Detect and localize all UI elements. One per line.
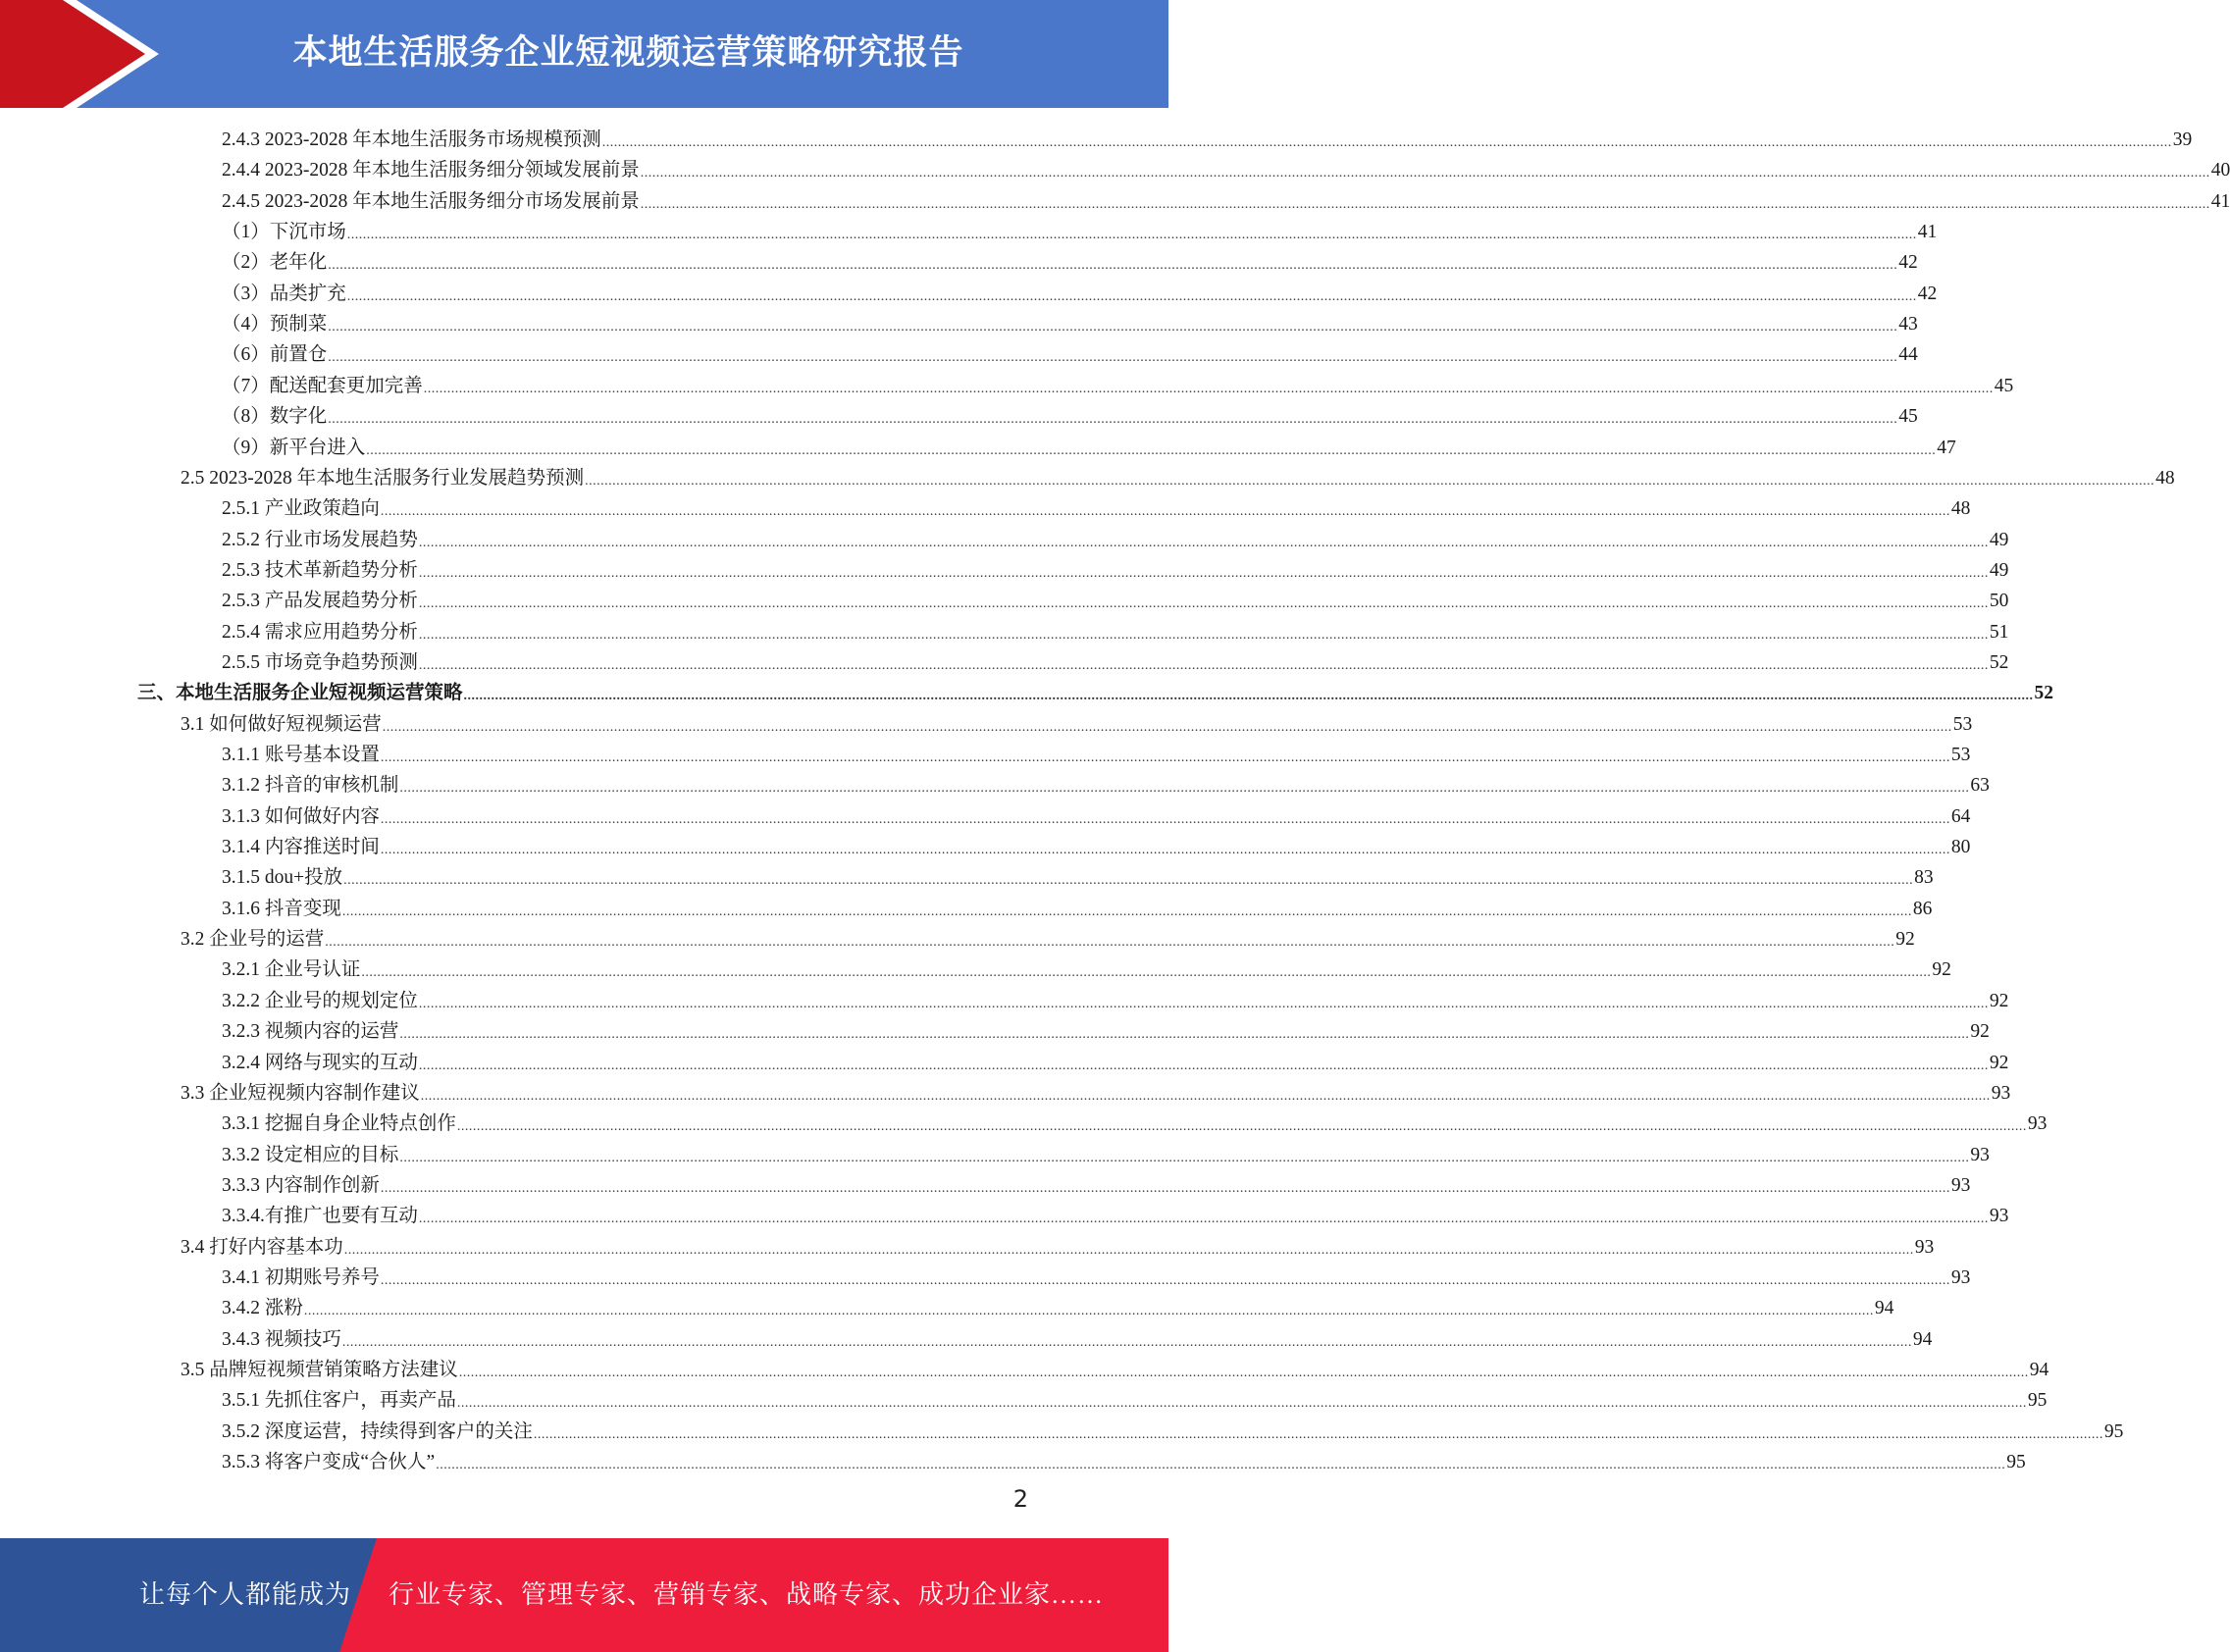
toc-entry [222, 739, 1971, 769]
toc-entry [137, 677, 2054, 707]
toc-entry [222, 524, 2009, 554]
toc-entry-page: 49 [1989, 559, 2009, 581]
toc-entry-label: 2.5.3 技术革新趋势分析 [222, 559, 418, 581]
page-number: 2 [1012, 1485, 1028, 1513]
toc-entry-label: 2.5.5 市场竞争趋势预测 [222, 651, 418, 673]
toc-entry-label: 3.1.5 dou+投放 [222, 867, 343, 889]
toc-entry-page: 93 [1989, 1206, 2009, 1227]
toc-entry-label: 3.2.3 视频内容的运营 [222, 1021, 399, 1043]
toc-entry-page: 44 [1898, 344, 1918, 366]
toc-entry-page: 92 [1895, 929, 1915, 951]
toc-dot-leader: ................................................................................................................................................................................................................................................................................................................................................................................................................ [418, 535, 1989, 550]
toc-entry [222, 338, 1918, 369]
toc-dot-leader: ................................................................................................................................................................................................................................................................................................................................................................................................................ [380, 1272, 1950, 1288]
toc-entry-page: 53 [1952, 713, 1973, 735]
toc-entry-label: 3.1 如何做好短视频运营 [181, 713, 382, 735]
toc-dot-leader: ................................................................................................................................................................................................................................................................................................................................................................................................................ [325, 935, 1895, 951]
toc-dot-leader: ................................................................................................................................................................................................................................................................................................................................................................................................................ [346, 228, 1917, 243]
toc-entry-page: 93 [1950, 1266, 1971, 1288]
toc-entry-label: 3.4 打好内容基本功 [181, 1236, 343, 1258]
toc-dot-leader: ................................................................................................................................................................................................................................................................................................................................................................................................................ [456, 1119, 2027, 1135]
toc-entry [222, 1446, 2026, 1476]
toc-entry-label: （1）下沉市场 [222, 222, 346, 243]
toc-entry-label: 3.4.3 视频技巧 [222, 1328, 341, 1350]
toc-dot-leader: ................................................................................................................................................................................................................................................................................................................................................................................................................ [328, 350, 1898, 366]
toc-entry-label: 三、本地生活服务企业短视频运营策略 [137, 683, 463, 704]
page-footer [0, 1538, 1168, 1652]
toc-entry-page: 83 [1914, 867, 1934, 889]
toc-entry [222, 616, 2009, 646]
toc-dot-leader: ................................................................................................................................................................................................................................................................................................................................................................................................................ [380, 1180, 1950, 1196]
toc-dot-leader: ................................................................................................................................................................................................................................................................................................................................................................................................................ [585, 473, 2155, 489]
toc-dot-leader: ................................................................................................................................................................................................................................................................................................................................................................................................................ [343, 1242, 1914, 1258]
toc-entry [181, 1231, 1935, 1262]
toc-entry-page: 47 [1937, 437, 1956, 458]
toc-entry-label: （2）老年化 [222, 252, 328, 274]
toc-entry-page: 92 [1989, 1052, 2009, 1073]
toc-entry-page: 94 [1912, 1328, 1933, 1350]
toc-entry-page: 95 [2006, 1452, 2026, 1473]
toc-entry-label: 3.1.4 内容推送时间 [222, 837, 380, 858]
toc-dot-leader: ................................................................................................................................................................................................................................................................................................................................................................................................................ [303, 1304, 1874, 1319]
toc-dot-leader: ................................................................................................................................................................................................................................................................................................................................................................................................................ [418, 565, 1989, 581]
toc-dot-leader: ................................................................................................................................................................................................................................................................................................................................................................................................................ [346, 288, 1917, 304]
toc-entry-page: 43 [1898, 314, 1918, 336]
toc-entry-page: 41 [2210, 190, 2230, 212]
toc-dot-leader: ................................................................................................................................................................................................................................................................................................................................................................................................................ [380, 504, 1950, 520]
toc-entry [222, 400, 1918, 431]
toc-entry-label: 2.4.5 2023-2028 年本地生活服务细分市场发展前景 [222, 190, 640, 212]
toc-entry [222, 1292, 1894, 1322]
toc-entry [222, 154, 2230, 184]
page-header [0, 0, 1168, 108]
toc-entry-label: 3.1.6 抖音变现 [222, 898, 341, 919]
toc-entry [222, 831, 1971, 861]
toc-entry-label: 2.5.3 产品发展趋势分析 [222, 591, 418, 612]
toc-entry [181, 708, 1973, 739]
toc-entry [222, 861, 1934, 892]
toc-entry-page: 94 [2029, 1360, 2049, 1380]
toc-entry-label: 3.5.3 将客户变成“合伙人” [222, 1452, 436, 1473]
toc-entry-page: 64 [1950, 805, 1971, 827]
toc-entry-page: 45 [1898, 406, 1918, 428]
toc-entry-page: 86 [1912, 898, 1933, 919]
toc-entry-label: 3.5 品牌短视频营销策略方法建议 [181, 1360, 458, 1380]
toc-entry-page: 63 [1970, 775, 1990, 797]
toc-entry-label: 3.1.3 如何做好内容 [222, 805, 380, 827]
toc-entry [222, 1416, 2124, 1446]
toc-entry-label: （3）品类扩充 [222, 283, 346, 304]
toc-dot-leader: ................................................................................................................................................................................................................................................................................................................................................................................................................ [380, 750, 1950, 765]
toc-dot-leader: ................................................................................................................................................................................................................................................................................................................................................................................................................ [341, 903, 1912, 919]
toc-entry-label: 3.3.2 设定相应的目标 [222, 1144, 399, 1165]
toc-entry-page: 48 [1950, 498, 1971, 520]
toc-dot-leader: ................................................................................................................................................................................................................................................................................................................................................................................................................ [418, 657, 1989, 673]
toc-entry [181, 1354, 2049, 1384]
toc-entry [222, 185, 2230, 216]
toc-entry-label: 2.5 2023-2028 年本地生活服务行业发展趋势预测 [181, 467, 585, 489]
toc-dot-leader: ................................................................................................................................................................................................................................................................................................................................................................................................................ [418, 1058, 1989, 1073]
document-title: 本地生活服务企业短视频运营策略研究报告 [292, 33, 964, 73]
toc-entry [222, 769, 1990, 800]
toc-entry-page: 49 [1989, 529, 2009, 550]
toc-entry-page: 45 [1994, 375, 2014, 396]
toc-entry-page: 93 [1991, 1082, 2011, 1104]
toc-entry-label: （4）预制菜 [222, 314, 328, 336]
toc-entry-label: 3.5.1 先抓住客户，再卖产品 [222, 1390, 456, 1412]
toc-entry-page: 40 [2210, 160, 2230, 181]
toc-dot-leader: ................................................................................................................................................................................................................................................................................................................................................................................................................ [640, 196, 2210, 212]
toc-entry-page: 41 [1917, 222, 1938, 243]
toc-entry-label: 3.2 企业号的运营 [181, 929, 325, 951]
toc-dot-leader: ................................................................................................................................................................................................................................................................................................................................................................................................................ [533, 1426, 2103, 1442]
toc-dot-leader: ................................................................................................................................................................................................................................................................................................................................................................................................................ [463, 689, 2034, 704]
toc-entry [222, 1323, 1933, 1354]
toc-dot-leader: ................................................................................................................................................................................................................................................................................................................................................................................................................ [328, 320, 1898, 336]
toc-entry-page: 95 [2027, 1390, 2048, 1412]
toc-dot-leader: ................................................................................................................................................................................................................................................................................................................................................................................................................ [418, 627, 1989, 643]
toc-entry-page: 80 [1950, 837, 1971, 858]
toc-entry-label: （7）配送配套更加完善 [222, 375, 423, 396]
toc-dot-leader: ................................................................................................................................................................................................................................................................................................................................................................................................................ [640, 166, 2210, 181]
toc-entry-label: 3.1.1 账号基本设置 [222, 745, 380, 765]
toc-entry [222, 646, 2009, 677]
toc-entry-label: 3.3.1 挖掘自身企业特点创作 [222, 1113, 456, 1135]
toc-dot-leader: ................................................................................................................................................................................................................................................................................................................................................................................................................ [456, 1396, 2027, 1412]
toc-entry-label: 2.5.4 需求应用趋势分析 [222, 621, 418, 643]
toc-entry [222, 278, 1938, 308]
toc-entry-page: 94 [1874, 1298, 1894, 1319]
toc-entry-label: （6）前置仓 [222, 344, 328, 366]
header-red-arrow [0, 0, 145, 108]
toc-entry [222, 1139, 1990, 1169]
toc-dot-leader: ................................................................................................................................................................................................................................................................................................................................................................................................................ [328, 412, 1898, 428]
toc-entry [222, 308, 1918, 338]
toc-entry-page: 52 [1989, 651, 2009, 673]
header-red-arrow-decoration [0, 0, 157, 108]
toc-entry [181, 1077, 2011, 1108]
toc-entry-page: 92 [1989, 990, 2009, 1011]
toc-entry-page: 42 [1898, 252, 1918, 274]
toc-entry [222, 246, 1918, 277]
toc-dot-leader: ................................................................................................................................................................................................................................................................................................................................................................................................................ [418, 596, 1989, 612]
toc-dot-leader: ................................................................................................................................................................................................................................................................................................................................................................................................................ [380, 811, 1950, 827]
toc-entry [222, 985, 2009, 1015]
toc-entry [222, 554, 2009, 585]
toc-dot-leader: ................................................................................................................................................................................................................................................................................................................................................................................................................ [436, 1458, 2006, 1473]
toc-entry-page: 93 [1950, 1174, 1971, 1196]
footer-slogan-left: 让每个人都能成为 [139, 1580, 352, 1609]
toc-entry [222, 1047, 2009, 1077]
toc-entry [222, 1200, 2009, 1230]
toc-entry-page: 93 [1970, 1144, 1990, 1165]
toc-entry-page: 48 [2155, 467, 2175, 489]
toc-dot-leader: ................................................................................................................................................................................................................................................................................................................................................................................................................ [423, 381, 1994, 396]
toc-dot-leader: ................................................................................................................................................................................................................................................................................................................................................................................................................ [366, 442, 1937, 458]
toc-entry-page: 53 [1950, 745, 1971, 765]
toc-entry [222, 216, 1938, 246]
toc-entry-label: 3.4.1 初期账号养号 [222, 1266, 380, 1288]
toc-dot-leader: ................................................................................................................................................................................................................................................................................................................................................................................................................ [420, 1088, 1991, 1104]
toc-entry [222, 1015, 1990, 1046]
toc-entry [222, 124, 2193, 154]
toc-entry [222, 370, 2014, 400]
toc-dot-leader: ................................................................................................................................................................................................................................................................................................................................................................................................................ [399, 1027, 1970, 1043]
toc-entry [181, 462, 2175, 492]
toc-entry [222, 492, 1971, 523]
toc-entry-label: 3.2.1 企业号认证 [222, 959, 361, 981]
toc-entry-page: 52 [2034, 683, 2054, 704]
toc-entry-label: 3.1.2 抖音的审核机制 [222, 775, 399, 797]
toc-entry [222, 893, 1933, 923]
toc-dot-leader: ................................................................................................................................................................................................................................................................................................................................................................................................................ [399, 1150, 1970, 1165]
toc-entry-label: 3.2.2 企业号的规划定位 [222, 990, 418, 1011]
toc-entry-label: 3.3.3 内容制作创新 [222, 1174, 380, 1196]
toc-entry-page: 95 [2103, 1420, 2124, 1442]
toc-entry-label: （9）新平台进入 [222, 437, 366, 458]
toc-entry-label: 3.3 企业短视频内容制作建议 [181, 1082, 420, 1104]
toc-dot-leader: ................................................................................................................................................................................................................................................................................................................................................................................................................ [418, 1212, 1989, 1227]
footer-slogan-right: 行业专家、管理专家、营销专家、战略专家、成功企业家…… [389, 1580, 1105, 1609]
toc-entry-page: 92 [1932, 959, 1951, 981]
toc-entry-label: （8）数字化 [222, 406, 328, 428]
toc-entry-label: 2.4.3 2023-2028 年本地生活服务市场规模预测 [222, 129, 601, 150]
toc-entry-label: 2.5.2 行业市场发展趋势 [222, 529, 418, 550]
toc-entry-page: 39 [2172, 129, 2193, 150]
toc-dot-leader: ................................................................................................................................................................................................................................................................................................................................................................................................................ [343, 873, 1914, 889]
toc-entry [222, 585, 2009, 615]
toc-entry [222, 1262, 1971, 1292]
toc-entry-label: 3.5.2 深度运营，持续得到客户的关注 [222, 1420, 533, 1442]
toc-dot-leader: ................................................................................................................................................................................................................................................................................................................................................................................................................ [382, 719, 1952, 735]
toc-entry-label: 3.2.4 网络与现实的互动 [222, 1052, 418, 1073]
toc-dot-leader: ................................................................................................................................................................................................................................................................................................................................................................................................................ [380, 843, 1950, 858]
toc-entry [222, 1169, 1971, 1200]
toc-entry [222, 432, 1956, 462]
toc-dot-leader: ................................................................................................................................................................................................................................................................................................................................................................................................................ [601, 135, 2172, 150]
toc-entry [222, 954, 1951, 984]
toc-dot-leader: ................................................................................................................................................................................................................................................................................................................................................................................................................ [399, 781, 1970, 797]
toc-entry-page: 93 [1914, 1236, 1935, 1258]
toc-entry-label: 3.4.2 涨粉 [222, 1298, 303, 1319]
toc-entry-page: 50 [1989, 591, 2009, 612]
toc-entry-label: 2.4.4 2023-2028 年本地生活服务细分领域发展前景 [222, 160, 640, 181]
toc-entry-page: 51 [1989, 621, 2009, 643]
toc-entry-page: 93 [2027, 1113, 2048, 1135]
toc-dot-leader: ................................................................................................................................................................................................................................................................................................................................................................................................................ [328, 258, 1898, 274]
toc-dot-leader: ................................................................................................................................................................................................................................................................................................................................................................................................................ [361, 965, 1932, 981]
toc-entry-page: 92 [1970, 1021, 1990, 1043]
toc-entry [222, 800, 1971, 831]
toc-entry [222, 1384, 2048, 1415]
toc-entry [181, 923, 1915, 954]
toc-entry-label: 3.3.4.有推广也要有互动 [222, 1206, 418, 1227]
toc-entry-label: 2.5.1 产业政策趋向 [222, 498, 380, 520]
toc-entry [222, 1108, 2048, 1138]
toc-dot-leader: ................................................................................................................................................................................................................................................................................................................................................................................................................ [341, 1334, 1912, 1350]
toc-entry-page: 42 [1917, 283, 1938, 304]
toc-dot-leader: ................................................................................................................................................................................................................................................................................................................................................................................................................ [418, 996, 1989, 1011]
toc-dot-leader: ................................................................................................................................................................................................................................................................................................................................................................................................................ [458, 1366, 2029, 1380]
